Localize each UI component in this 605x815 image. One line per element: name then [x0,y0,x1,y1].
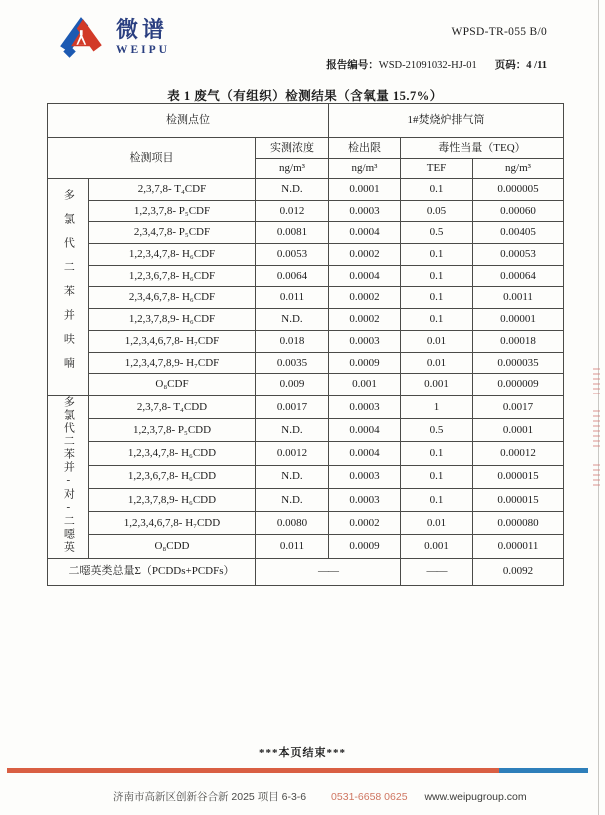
limit-value: 0.0002 [329,287,401,309]
table-row [48,265,564,287]
teq-value: 0.0017 [473,395,564,418]
table-row [48,419,564,442]
header-row-columns [48,138,564,159]
limit-value: 0.0009 [329,352,401,374]
limit-value: 0.0002 [329,512,401,535]
measured-value: 0.012 [256,200,329,222]
compound-name: 1,2,3,4,7,8- H₆CDD [89,442,256,465]
teq-value: 0.000080 [473,512,564,535]
measured-value: 0.011 [256,287,329,309]
measured-value: 0.009 [256,374,329,396]
limit-value: 0.0003 [329,395,401,418]
teq-value: 0.000009 [473,374,564,396]
measured-value: 0.0017 [256,395,329,418]
measured-value: N.D. [256,419,329,442]
table-row [48,442,564,465]
measured-value: 0.0035 [256,352,329,374]
limit-value: 0.0002 [329,309,401,331]
measured-value: N.D. [256,179,329,201]
item-label-cell: 检测项目 [48,138,256,179]
limit-header-cell: 检出限 [329,138,401,159]
tef-value: 0.1 [401,309,473,331]
limit-value: 0.0003 [329,465,401,488]
table-row [48,244,564,266]
compound-name: 2,3,7,8- T₄CDD [89,395,256,418]
limit-value: 0.0009 [329,535,401,558]
table-row [48,330,564,352]
teq-value: 0.0001 [473,419,564,442]
tef-value: 0.1 [401,488,473,511]
group-label-pcdd: 多氯代二苯并-对-二噁英 [48,395,89,558]
compound-name: 1,2,3,7,8- P₅CDD [89,419,256,442]
measured-value: 0.0053 [256,244,329,266]
limit-value: 0.001 [329,374,401,396]
tef-value: 0.1 [401,442,473,465]
limit-value: 0.0004 [329,442,401,465]
tef-value: 0.5 [401,419,473,442]
page-label: 页码： [494,60,527,71]
results-table [47,103,564,586]
tef-value: 0.5 [401,222,473,244]
compound-name: 2,3,4,6,7,8- H₆CDF [89,287,256,309]
red-stamp-fragment [591,368,601,508]
header-row-point [48,104,564,138]
table-row [48,309,564,331]
page-end-text: ***本页结束*** [259,747,346,759]
tef-value: 0.1 [401,244,473,266]
limit-value: 0.0004 [329,419,401,442]
compound-name: O₈CDF [89,374,256,396]
teq-value: 0.00053 [473,244,564,266]
table-row [48,465,564,488]
tef-value: 0.05 [401,200,473,222]
measured-value: 0.0012 [256,442,329,465]
report-no-value: WSD-21091032-HJ-01 [378,60,477,71]
measured-value: 0.0080 [256,512,329,535]
table-title: 表 1 废气（有组织）检测结果（含氧量 15.7%） [167,89,443,103]
compound-name: 1,2,3,4,6,7,8- H₇CDF [89,330,256,352]
total-teq-value: 0.0092 [473,558,564,585]
teq-value: 0.00001 [473,309,564,331]
teq-value: 0.00012 [473,442,564,465]
table-row [48,374,564,396]
limit-value: 0.0003 [329,488,401,511]
teq-value: 0.000015 [473,465,564,488]
brand-name-cn: 微谱 [116,17,169,42]
limit-value: 0.0003 [329,200,401,222]
table-row [48,512,564,535]
compound-name: 2,3,7,8- T₄CDF [89,179,256,201]
point-value-cell: 1#焚烧炉排气筒 [329,104,564,138]
footer-info-line [113,789,527,804]
compound-name: 1,2,3,7,8,9- H₆CDD [89,488,256,511]
compound-name: 1,2,3,4,7,8- H₆CDF [89,244,256,266]
table-row [48,222,564,244]
teq-value: 0.000015 [473,488,564,511]
limit-unit-cell: ng/m³ [329,159,401,179]
tef-value: 0.001 [401,535,473,558]
brand-name-en: WEIPU [116,44,170,56]
company-website: www.weipugroup.com [424,791,527,803]
table-row [48,488,564,511]
limit-value: 0.0002 [329,244,401,266]
measured-value: 0.0081 [256,222,329,244]
teq-value: 0.000005 [473,179,564,201]
total-measured-dash: —— [256,558,401,585]
company-phone: 0531-6658 0625 [331,791,408,803]
teq-value: 0.00064 [473,265,564,287]
measured-value: 0.0064 [256,265,329,287]
table-row [48,395,564,418]
table-row [48,535,564,558]
measured-value: N.D. [256,465,329,488]
compound-name: 1,2,3,6,7,8- H₆CDF [89,265,256,287]
report-no-label: 报告编号： [326,60,379,71]
compound-name: 1,2,3,4,7,8,9- H₇CDF [89,352,256,374]
point-label-cell: 检测点位 [48,104,329,138]
weipu-logo-icon [56,13,108,65]
measured-value: 0.018 [256,330,329,352]
footer-rule-orange [7,768,499,773]
weipu-logo [56,13,170,65]
measured-value: N.D. [256,309,329,331]
tef-value: 0.001 [401,374,473,396]
measured-header-cell: 实测浓度 [256,138,329,159]
table-row [48,179,564,201]
compound-name: 1,2,3,7,8,9- H₆CDF [89,309,256,331]
measured-value: 0.011 [256,535,329,558]
table-row [48,200,564,222]
compound-name: 2,3,4,7,8- P₅CDF [89,222,256,244]
document-code: WPSD-TR-055 B/0 [451,26,547,38]
company-address: 济南市高新区创新谷合新 2025 项目 6-3-6 [113,791,307,803]
tef-value: 0.01 [401,352,473,374]
compound-name: 1,2,3,4,6,7,8- H₇CDD [89,512,256,535]
teq-value: 0.000011 [473,535,564,558]
total-tef-dash: —— [401,558,473,585]
total-label-cell: 二噁英类总量Σ（PCDDs+PCDFs） [48,558,256,585]
compound-name: O₈CDD [89,535,256,558]
teq-header-cell: 毒性当量（TEQ） [401,138,564,159]
teq-value: 0.00060 [473,200,564,222]
tef-header-cell: TEF [401,159,473,179]
tef-value: 0.1 [401,265,473,287]
table-row [48,352,564,374]
teq-value: 0.00018 [473,330,564,352]
limit-value: 0.0004 [329,222,401,244]
compound-name: 1,2,3,7,8- P₅CDF [89,200,256,222]
teq-value: 0.0011 [473,287,564,309]
teq-value: 0.000035 [473,352,564,374]
limit-value: 0.0003 [329,330,401,352]
footer-rule-blue [499,768,588,773]
tef-value: 0.1 [401,465,473,488]
brand-text [116,19,170,57]
page-value: 4 /11 [526,60,547,71]
teq-value: 0.00405 [473,222,564,244]
tef-value: 0.1 [401,179,473,201]
total-row [48,558,564,585]
tef-value: 1 [401,395,473,418]
tef-value: 0.01 [401,512,473,535]
report-meta-line [326,57,547,72]
limit-value: 0.0004 [329,265,401,287]
group-label-pcdf: 多氯代二苯并呋喃 [48,179,89,396]
tef-value: 0.01 [401,330,473,352]
tef-value: 0.1 [401,287,473,309]
measured-value: N.D. [256,488,329,511]
compound-name: 1,2,3,6,7,8- H₆CDD [89,465,256,488]
limit-value: 0.0001 [329,179,401,201]
measured-unit-cell: ng/m³ [256,159,329,179]
table-row [48,287,564,309]
teq-unit-cell: ng/m³ [473,159,564,179]
